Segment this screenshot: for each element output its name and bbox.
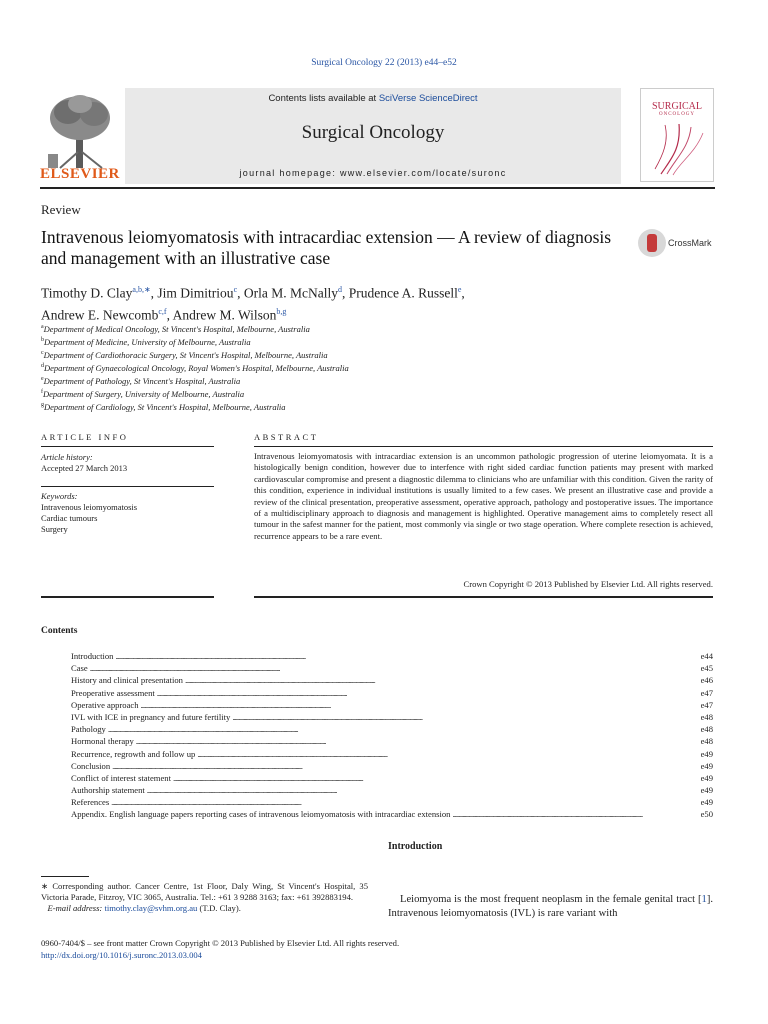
affiliation-text: Department of Medical Oncology, St Vincent's Hospital, Melbourne, Australia: [43, 323, 310, 334]
toc-leader-dots: [147, 784, 700, 796]
contents-available-line: [125, 93, 621, 104]
author-separator: ,: [341, 285, 349, 301]
article-history: [41, 452, 127, 474]
article-type: Review: [41, 202, 81, 217]
affiliation-item: [41, 348, 349, 361]
corresponding-author-footnote: [41, 881, 368, 915]
author-separator: ,: [461, 285, 465, 301]
toc-leader-dots: [173, 772, 700, 784]
author-name: Prudence A. Russell: [348, 285, 458, 301]
sciencedirect-link[interactable]: SciVerse ScienceDirect: [378, 93, 478, 104]
affiliation-item: [41, 322, 349, 335]
article-info-bottom-rule: [41, 596, 214, 598]
keywords-block: [41, 491, 137, 535]
toc-entry-page[interactable]: e46: [700, 675, 713, 686]
doi-link[interactable]: http://dx.doi.org/10.1016/j.suronc.2013.03.004: [41, 949, 202, 960]
affiliation-item: [41, 335, 349, 348]
cover-art-icon: [641, 119, 713, 179]
contents-heading: Contents: [41, 626, 78, 636]
author-name: Orla M. McNally: [243, 285, 338, 301]
abstract-bottom-rule: [254, 596, 713, 598]
toc-entry-page[interactable]: e50: [700, 809, 713, 820]
cover-subtitle: ONCOLOGY: [658, 112, 696, 117]
affiliation-text: Department of Cardiology, St Vincent's Hospital, Melbourne, Australia: [44, 402, 286, 413]
toc-entry-label[interactable]: Conflict of interest statement: [71, 772, 171, 783]
intro-text-start: Leiomyoma is the most frequent neoplasm in the female genital tract [: [400, 894, 702, 905]
toc-entry-page[interactable]: e49: [700, 785, 713, 796]
affiliation-item: [41, 387, 349, 400]
toc-entry-label[interactable]: Authorship statement: [71, 785, 145, 796]
affiliation-item: [41, 374, 349, 387]
history-label: Article history:: [41, 452, 93, 462]
keyword-item: Cardiac tumours: [41, 513, 98, 523]
toc-entry-label[interactable]: Hormonal therapy: [71, 736, 134, 747]
keyword-item: Surgery: [41, 524, 68, 534]
toc-leader-dots: [141, 699, 700, 711]
author-affiliation-link[interactable]: d: [337, 285, 342, 294]
email-label: E-mail address:: [47, 903, 103, 914]
footnote-rule: [41, 876, 89, 877]
toc-leader-dots: [108, 723, 700, 735]
cover-title: SURGICAL: [651, 101, 702, 112]
journal-banner: [125, 88, 621, 184]
toc-entry-page[interactable]: e45: [700, 663, 713, 674]
reference-link[interactable]: 1: [701, 894, 707, 905]
abstract-text: Intravenous leiomyomatosis with intracardiac extension is an uncommon pathologic progression of uterine leiomyomata. It is a histologically benign condition, however due to interfence with right sided cardiac function patients may present with marked cardiovascular compromise and present a diagnostic dilemma to clinicians who are unfamiliar with this condition. Given the rarity of this condition, experience in individual institutions is usually limited to a few cases. We present an illustrative case and provide a review of the clinical presentation, preoperative assessment, operative approach, pathology and postoperative issues. The importance of a multidisciplinary approach to diagnosis and management is highlighted. Operative management aims to completely resect all tumour in the safest manner for the patient, most commonly via single or two stage operation. Where complete resection is achieved, recurrence appears to be a rare event.: [254, 451, 713, 541]
affiliation-text: Department of Pathology, St Vincent's Hospital, Australia: [43, 375, 241, 386]
journal-citation[interactable]: Surgical Oncology 22 (2013) e44–e52: [311, 58, 457, 68]
affiliation-text: Department of Medicine, University of Melbourne, Australia: [44, 336, 251, 347]
toc-entry-page[interactable]: e48: [700, 736, 713, 747]
affiliation-list: [41, 322, 349, 413]
author-separator: ,: [237, 285, 244, 301]
publisher-name: ELSEVIER: [40, 166, 120, 182]
affiliation-text: Department of Surgery, University of Melbourne, Australia: [43, 388, 245, 399]
affiliation-key: a: [41, 324, 44, 330]
author-affiliation-link[interactable]: c: [233, 285, 238, 294]
toc-entry[interactable]: [71, 808, 713, 820]
toc-entry-label[interactable]: Introduction: [71, 651, 114, 661]
toc-entry[interactable]: [71, 796, 713, 808]
issn-line: [41, 938, 399, 961]
contents-prefix: Contents lists available at: [268, 93, 379, 104]
toc-entry[interactable]: [71, 772, 713, 784]
author-affiliation-link[interactable]: e: [457, 285, 462, 294]
keywords-label: Keywords:: [41, 491, 78, 501]
author-affiliation-link[interactable]: b,g: [276, 306, 287, 316]
affiliation-key: e: [41, 376, 44, 383]
abstract-rule: [254, 446, 713, 447]
author-separator: ,: [150, 285, 158, 301]
affiliation-key: b: [41, 337, 44, 344]
history-value: Accepted 27 March 2013: [41, 463, 128, 473]
toc-entry-label[interactable]: Pathology: [71, 724, 106, 735]
toc-leader-dots: [112, 760, 699, 772]
toc-entry[interactable]: [71, 662, 713, 674]
toc-entry-page[interactable]: e47: [700, 687, 713, 698]
toc-entry-page[interactable]: e44: [700, 651, 713, 661]
affiliation-item: [41, 400, 349, 413]
toc-entry[interactable]: [71, 650, 713, 662]
toc-entry[interactable]: [71, 760, 713, 772]
toc-entry[interactable]: [71, 711, 713, 723]
header-divider: [40, 187, 715, 189]
email-link[interactable]: timothy.clay@svhm.org.au: [104, 903, 198, 914]
toc-leader-dots: [197, 748, 699, 760]
author-name: Jim Dimitriou: [157, 285, 234, 301]
toc-leader-dots: [111, 796, 699, 808]
toc-leader-dots: [115, 650, 699, 662]
article-info-heading: ARTICLE INFO: [41, 432, 129, 442]
author-affiliation-link[interactable]: c,f: [158, 306, 167, 316]
toc-entry-label[interactable]: Operative approach: [71, 699, 139, 710]
journal-cover-thumbnail[interactable]: [640, 88, 714, 182]
crossmark-icon: [638, 229, 666, 257]
toc-entry-label[interactable]: Conclusion: [71, 760, 111, 771]
introduction-text: [388, 893, 713, 921]
toc-entry[interactable]: [71, 748, 713, 760]
issn-text: 0960-7404/$ – see front matter Crown Copyright © 2013 Published by Elsevier Ltd. All rights reserved.: [41, 938, 400, 948]
journal-homepage[interactable]: journal homepage: www.elsevier.com/locate/suronc: [239, 168, 507, 178]
toc-entry-page[interactable]: e48: [700, 711, 713, 722]
author-name: Timothy D. Clay: [41, 285, 133, 301]
abstract-heading: ABSTRACT: [254, 432, 319, 442]
affiliation-key: d: [41, 363, 44, 370]
author-name: Andrew M. Wilson: [172, 307, 277, 322]
introduction-heading: Introduction: [388, 841, 443, 852]
toc-entry-label[interactable]: Case: [71, 663, 88, 674]
history-rule: [41, 486, 214, 487]
article-info-rule: [41, 446, 214, 447]
email-suffix: (T.D. Clay).: [197, 903, 241, 914]
affiliation-key: g: [41, 402, 44, 409]
toc-entry-label[interactable]: IVL with ICE in pregnancy and future fertility: [71, 711, 231, 722]
toc-leader-dots: [90, 662, 700, 674]
abstract-copyright: Crown Copyright © 2013 Published by Elsevier Ltd. All rights reserved.: [463, 579, 713, 589]
toc-entry-page[interactable]: e49: [700, 772, 713, 783]
crossmark-badge[interactable]: [638, 229, 718, 259]
toc-entry[interactable]: [71, 735, 713, 747]
affiliation-item: [41, 361, 349, 374]
toc-entry[interactable]: [71, 784, 713, 796]
toc-entry-label[interactable]: Preoperative assessment: [71, 687, 155, 698]
toc-entry[interactable]: [71, 687, 713, 699]
footnote-text: ∗ Corresponding author. Cancer Centre, 1st Floor, Daly Wing, St Vincent's Hospital, 35 Victoria Parade, Fitzroy, VIC 3065, Australia. Tel.: +61 3 9288 3163; fax: +61 392883194.: [41, 881, 368, 903]
toc-leader-dots: [452, 808, 699, 820]
affiliation-key: c: [41, 350, 44, 357]
toc-entry-page[interactable]: e49: [700, 760, 713, 771]
toc-entry-page[interactable]: e47: [700, 699, 713, 710]
author-affiliation-link[interactable]: a,b,∗: [132, 285, 151, 294]
author-separator: ,: [166, 307, 173, 322]
toc-entry-page[interactable]: e49: [700, 797, 713, 808]
table-of-contents: [71, 650, 713, 821]
journal-header: [40, 86, 715, 186]
toc-entry-label[interactable]: History and clinical presentation: [71, 675, 183, 686]
toc-entry-page[interactable]: e48: [700, 724, 713, 735]
crossmark-label: CrossMark: [668, 238, 712, 248]
author-list: [41, 281, 681, 324]
toc-entry[interactable]: [71, 699, 713, 711]
intro-text-end: ]. Intravenous leiomyomatosis (IVL) is rare variant with: [388, 894, 713, 919]
affiliation-text: Department of Cardiothoracic Surgery, St Vincent's Hospital, Melbourne, Australia: [43, 349, 328, 360]
toc-entry-label[interactable]: Recurrence, regrowth and follow up: [71, 748, 196, 759]
toc-entry[interactable]: [71, 674, 713, 686]
article-title: Intravenous leiomyomatosis with intracardiac extension — A review of diagnosis and management with an illustrative case: [41, 227, 612, 268]
toc-entry[interactable]: [71, 723, 713, 735]
toc-entry-label[interactable]: References: [71, 797, 110, 808]
toc-leader-dots: [136, 735, 700, 747]
toc-leader-dots: [157, 687, 700, 699]
affiliation-text: Department of Gynaecological Oncology, Royal Women's Hospital, Melbourne, Australia: [44, 362, 349, 373]
author-name: Andrew E. Newcomb: [41, 307, 159, 322]
affiliation-key: f: [41, 389, 43, 396]
journal-title: Surgical Oncology: [301, 122, 445, 143]
toc-entry-label[interactable]: Appendix. English language papers reporting cases of intravenous leiomyomatosis with intracardiac extension: [71, 809, 451, 820]
toc-leader-dots: [185, 674, 700, 686]
toc-entry-page[interactable]: e49: [700, 748, 713, 759]
toc-leader-dots: [232, 711, 699, 723]
keyword-item: Intravenous leiomyomatosis: [41, 502, 138, 512]
